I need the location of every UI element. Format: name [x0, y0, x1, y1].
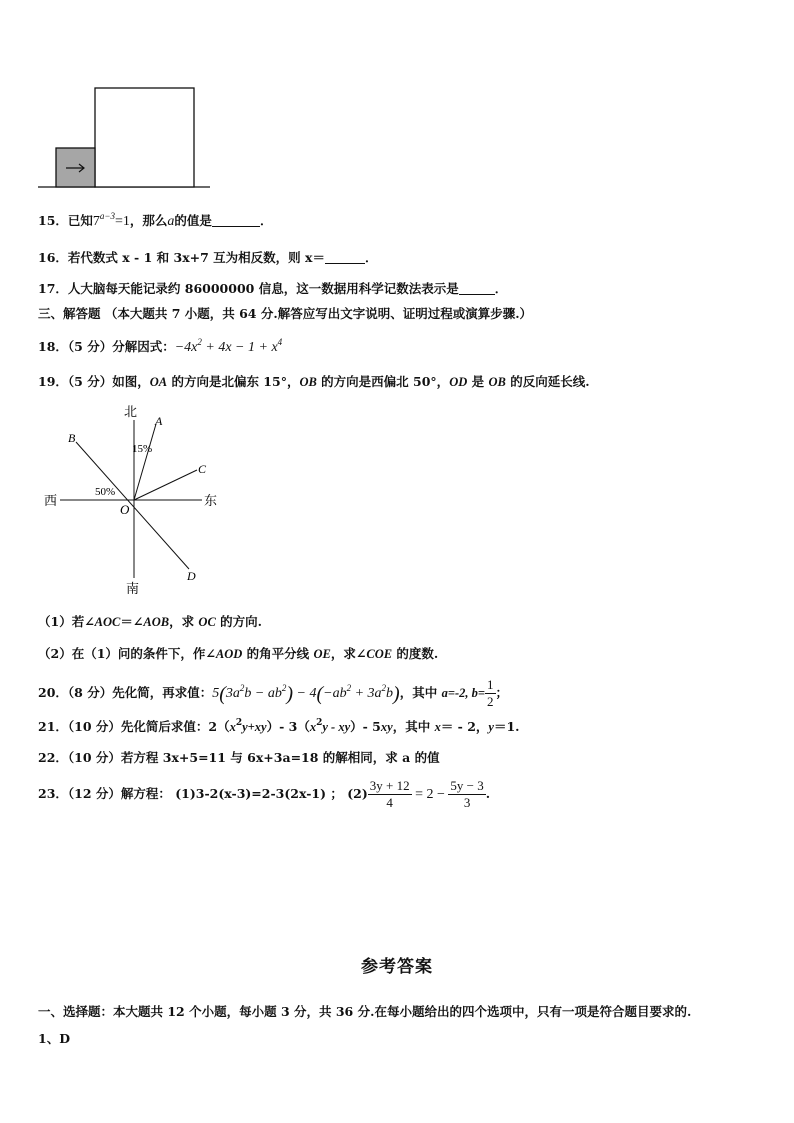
- question-number: 19．: [38, 374, 68, 389]
- label-north: 北: [124, 404, 138, 419]
- expression: $5(3a^2b - ab^2) - 4(-ab^2 + 3a^2b)$: [212, 683, 400, 705]
- answer-title: 参考答案: [361, 957, 433, 977]
- fraction-right: $\frac{5y - 3}{3}$: [450, 778, 484, 810]
- label-o: O: [120, 502, 130, 517]
- expression: $-4x^2 + 4x - 1 + x^4$: [174, 337, 283, 355]
- large-box: [95, 88, 194, 187]
- answer-blank: [325, 251, 365, 264]
- question-15: 15．已知$7^{a-3}=1$，那么a的值是 ．: [38, 211, 273, 229]
- angle-label-50: 50%: [95, 486, 116, 498]
- question-19-part-2: （2）在（1）问的条件下，作∠AOD 的角平分线 OE，求∠COE 的度数.: [38, 646, 439, 661]
- question-23: 23．（12 分）解方程： (1)3-2(x-3)=2-3(2x-1) ； (2) $\frac{3y + 12}{4}$ = 2 − $\frac{5y - 3}{3}$ .: [38, 778, 491, 810]
- ray-oc: [134, 470, 197, 500]
- answer-1: 1、D: [38, 1031, 71, 1046]
- label-b: B: [68, 431, 76, 445]
- section-1-header: 一、选择题：本大题共 12 个小题，每小题 3 分，共 36 分.在每小题给出的四个选项中，只有一项是符合题目要求的.: [38, 1004, 692, 1019]
- question-20: 20．（8 分）先化简，再求值：$5(3a^2b - ab^2) - 4(-ab^2 + 3a^2b)$，其中 a=-2, b= $\frac{1}{2}$ ；: [38, 677, 509, 709]
- question-number: 18．: [38, 339, 68, 354]
- question-number: 16．: [38, 250, 68, 265]
- question-number: 22．: [38, 750, 68, 765]
- answer-blank: [212, 214, 260, 227]
- section-3-header: 三、解答题 （本大题共 7 小题，共 64 分.解答应写出文字说明、证明过程或演算步骤.）: [38, 306, 533, 321]
- question-number: 21．: [38, 719, 68, 734]
- ray-oa: [134, 424, 156, 500]
- question-17: 17．人大脑每天能记录约 86000000 信息，这一数据用科学记数法表示是 ．: [38, 281, 508, 296]
- fraction-left: $\frac{3y + 12}{4}$: [369, 778, 410, 810]
- label-south: 南: [126, 581, 140, 596]
- answer-blank: [459, 282, 495, 295]
- label-west: 西: [44, 493, 58, 508]
- question-number: 20．: [38, 685, 68, 700]
- compass-figure: [40, 400, 230, 600]
- question-number: 23．: [38, 786, 68, 801]
- ray-ob-od: [76, 442, 189, 569]
- question-19-part-1: （1）若∠AOC＝∠AOB，求 OC 的方向.: [38, 614, 263, 629]
- question-22: 22．（10 分）若方程 3x+5=11 与 6x+3a=18 的解相同，求 a 的值: [38, 750, 440, 765]
- box-arrow-figure: [30, 80, 220, 195]
- label-east: 东: [204, 493, 218, 508]
- question-number: 17．: [38, 281, 68, 296]
- label-c: C: [198, 462, 207, 476]
- label-a: A: [155, 414, 163, 428]
- question-number: 15．: [38, 213, 68, 228]
- angle-label-15: 15%: [132, 443, 153, 455]
- question-19: 19．（5 分）如图，OA 的方向是北偏东 15°，OB 的方向是西偏北 50°，OD 是 OB 的反向延长线.: [38, 374, 590, 389]
- question-16: 16．若代数式 x - 1 和 3x+7 互为相反数，则 x＝ ．: [38, 250, 378, 265]
- label-d: D: [187, 569, 196, 583]
- question-18: 18．（5 分）分解因式：$-4x^2 + 4x - 1 + x^4$: [38, 337, 283, 355]
- question-21: 21．（10 分）先化简后求值：$2(x^2y+xy)-$ $3(x^2y - xy)-$ 5xy，其中 x＝ - 2，y＝1.: [38, 718, 520, 734]
- fraction-one-half: $\frac{1}{2}$: [487, 677, 494, 709]
